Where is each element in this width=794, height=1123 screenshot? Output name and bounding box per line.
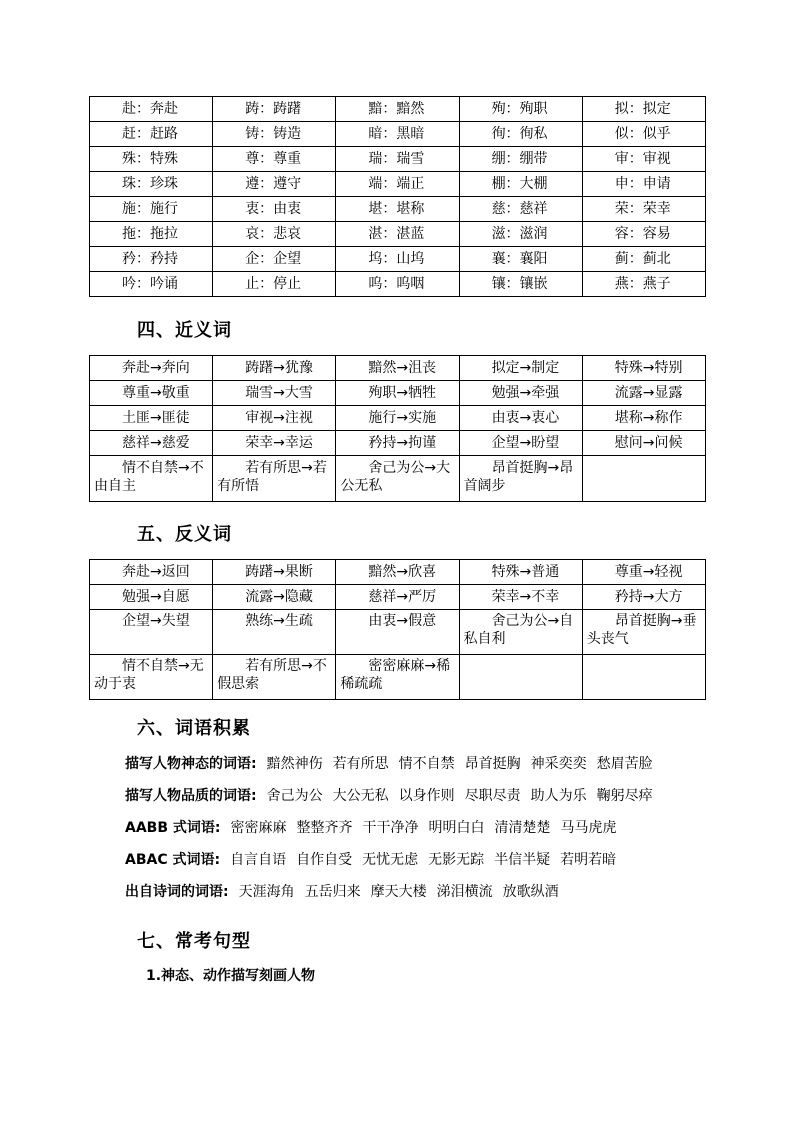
table-cell: 拟：拟定 [582,97,705,122]
table-cell: 由衷→假意 [336,610,459,655]
table-cell: 昂首挺胸→垂头丧气 [582,610,705,655]
idiom-word: 马马虎虎 [560,820,617,836]
table-cell: 施：施行 [90,197,213,222]
table-cell: 衷：由衷 [213,197,336,222]
table-cell: 特殊→普通 [459,560,582,585]
section-heading-sentence-patterns: 七、常考句型 [137,931,251,952]
table-cell: 企望→盼望 [459,431,582,456]
table-cell: 襄：襄阳 [459,247,582,272]
table-cell: 矜持→拘谨 [336,431,459,456]
table-cell: 慈祥→严厉 [336,585,459,610]
table-cell: 黯然→欣喜 [336,560,459,585]
table-row [90,655,706,700]
table-row [90,172,706,197]
table-cell: 瑞雪→大雪 [213,381,336,406]
table-row [90,122,706,147]
table-row [90,560,706,585]
table-cell: 端：端正 [336,172,459,197]
table-cell: 镶：镶嵌 [459,272,582,297]
table-row [90,356,706,381]
table-cell: 特殊→特别 [582,356,705,381]
table-cell: 荣：荣幸 [582,197,705,222]
idiom-word: 以身作则 [398,788,455,804]
idiom-word: 鞠躬尽瘁 [596,788,653,804]
table-cell [459,655,582,700]
table-cell: 施行→实施 [336,406,459,431]
table-cell: 企望→失望 [90,610,213,655]
table-cell: 踌躇→果断 [213,560,336,585]
idiom-word: 大公无私 [332,788,389,804]
table-cell: 遵：遵守 [213,172,336,197]
idiom-word: 自言自语 [230,852,287,868]
table-cell: 尊：尊重 [213,147,336,172]
table-cell: 慈祥→慈爱 [90,431,213,456]
idiom-word: 半信半疑 [494,852,551,868]
word-list-character-quality [125,785,653,805]
section-heading-word-accumulation: 六、词语积累 [137,718,251,739]
table-cell: 铸：铸造 [213,122,336,147]
idiom-word: 若有所思 [332,756,389,772]
table-cell: 慈：慈祥 [459,197,582,222]
table-cell: 殊：特殊 [90,147,213,172]
word-list-abac [125,849,616,869]
antonyms-table [89,559,706,700]
table-cell: 燕：燕子 [582,272,705,297]
table-cell [582,655,705,700]
table-cell: 赴：奔赴 [90,97,213,122]
section-heading-antonyms: 五、反义词 [137,524,232,545]
idiom-word: 助人为乐 [530,788,587,804]
table-row [90,381,706,406]
table-cell: 昂首挺胸→昂首阔步 [459,456,582,502]
table-cell: 坞：山坞 [336,247,459,272]
table-cell: 若有所思→若有所悟 [213,456,336,502]
table-cell: 情不自禁→不由自主 [90,456,213,502]
table-cell: 土匪→匪徒 [90,406,213,431]
idiom-word: 密密麻麻 [230,820,287,836]
category-label: 描写人物品质的词语: [125,788,257,804]
table-cell: 瑞：瑞雪 [336,147,459,172]
table-cell: 慰问→问候 [582,431,705,456]
table-cell: 蓟：蓟北 [582,247,705,272]
table-cell: 奔赴→返回 [90,560,213,585]
word-list-aabb [125,817,616,837]
section-heading-synonyms: 四、近义词 [137,320,232,341]
table-cell: 呜：呜咽 [336,272,459,297]
idiom-word: 无影无踪 [428,852,485,868]
table-cell: 吟：吟诵 [90,272,213,297]
table-cell: 似：似乎 [582,122,705,147]
table-cell: 湛：湛蓝 [336,222,459,247]
table-cell: 勉强→牵强 [459,381,582,406]
category-label: AABB 式词语: [125,820,221,836]
table-cell: 荣幸→幸运 [213,431,336,456]
idiom-word: 天涯海角 [238,884,295,900]
table-cell: 舍己为公→自私自利 [459,610,582,655]
idiom-word: 舍己为公 [266,788,323,804]
table-row [90,147,706,172]
table-row [90,431,706,456]
idiom-word: 昂首挺胸 [464,756,521,772]
table-cell: 由衷→衷心 [459,406,582,431]
category-label: ABAC 式词语: [125,852,221,868]
table-cell: 拟定→制定 [459,356,582,381]
table-cell: 徇：徇私 [459,122,582,147]
table-cell: 哀：悲哀 [213,222,336,247]
table-cell: 拖：拖拉 [90,222,213,247]
table-cell: 殉：殉职 [459,97,582,122]
table-cell: 容：容易 [582,222,705,247]
table-cell: 殉职→牺牲 [336,381,459,406]
table-row [90,585,706,610]
table-cell: 滋：滋润 [459,222,582,247]
category-label: 出自诗词的词语: [125,884,229,900]
table-cell: 荣幸→不幸 [459,585,582,610]
table-cell: 舍己为公→大公无私 [336,456,459,502]
table-cell: 奔赴→奔向 [90,356,213,381]
table-cell: 企：企望 [213,247,336,272]
idiom-word: 黯然神伤 [266,756,323,772]
table-cell: 踌躇→犹豫 [213,356,336,381]
table-cell: 流露→显露 [582,381,705,406]
table-row [90,247,706,272]
table-cell: 审视→注视 [213,406,336,431]
table-cell: 申：申请 [582,172,705,197]
idiom-word: 愁眉苦脸 [596,756,653,772]
table-cell: 矜：矜持 [90,247,213,272]
idiom-word: 干干净净 [362,820,419,836]
table-cell: 暗：黑暗 [336,122,459,147]
table-cell: 堪：堪称 [336,197,459,222]
table-cell: 流露→隐藏 [213,585,336,610]
idiom-word: 无忧无虑 [362,852,419,868]
table-cell: 情不自禁→无动于衷 [90,655,213,700]
table-cell: 珠：珍珠 [90,172,213,197]
idiom-word: 若明若暗 [560,852,617,868]
table-cell: 赶：赶路 [90,122,213,147]
category-label: 描写人物神态的词语: [125,756,257,772]
table-row [90,406,706,431]
synonyms-table [89,355,706,502]
table-cell: 尊重→轻视 [582,560,705,585]
table-cell: 勉强→自愿 [90,585,213,610]
idiom-word: 摩天大楼 [370,884,427,900]
table-cell: 密密麻麻→稀稀疏疏 [336,655,459,700]
idiom-word: 清清楚楚 [494,820,551,836]
table-cell: 审：审视 [582,147,705,172]
idiom-word: 整整齐齐 [296,820,353,836]
idiom-word: 放歌纵酒 [502,884,559,900]
table-cell: 尊重→敬重 [90,381,213,406]
table-cell: 矜持→大方 [582,585,705,610]
table-cell: 踌：踌躇 [213,97,336,122]
table-row [90,456,706,502]
table-row [90,97,706,122]
idiom-word: 五岳归来 [304,884,361,900]
table-cell: 止：停止 [213,272,336,297]
table-row [90,610,706,655]
word-list-poetry [125,881,559,901]
table-cell: 若有所思→不假思索 [213,655,336,700]
table-cell: 熟练→生疏 [213,610,336,655]
character-pairs-table [89,96,706,297]
table-cell: 棚：大棚 [459,172,582,197]
idiom-word: 神采奕奕 [530,756,587,772]
table-cell: 堪称→称作 [582,406,705,431]
table-cell [582,456,705,502]
idiom-word: 尽职尽责 [464,788,521,804]
table-cell: 绷：绷带 [459,147,582,172]
idiom-word: 涕泪横流 [436,884,493,900]
table-row [90,197,706,222]
idiom-word: 自作自受 [296,852,353,868]
table-cell: 黯然→沮丧 [336,356,459,381]
table-cell: 黯：黯然 [336,97,459,122]
table-row [90,222,706,247]
idiom-word: 情不自禁 [398,756,455,772]
word-list-expression [125,753,653,773]
table-row [90,272,706,297]
sentence-pattern-item: 1.神态、动作描写刻画人物 [146,968,316,984]
idiom-word: 明明白白 [428,820,485,836]
